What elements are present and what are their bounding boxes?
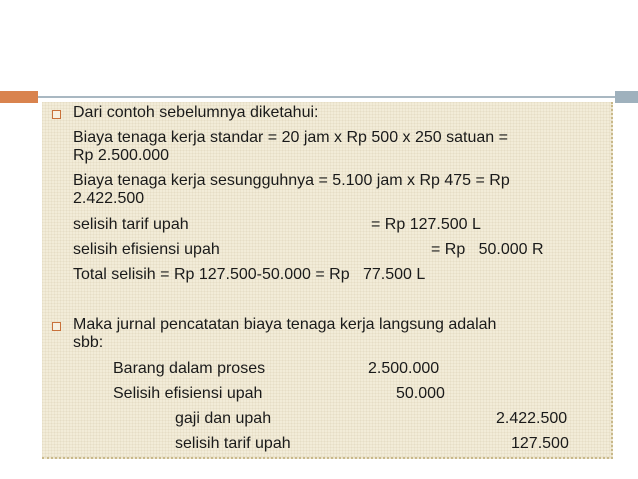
intro-text: Dari contoh sebelumnya diketahui: — [73, 104, 319, 121]
journal-intro-cont: sbb: — [73, 334, 104, 351]
standard-cost-line-cont: Rp 2.500.000 — [73, 147, 170, 164]
journal-debit: 2.500.000 — [368, 360, 440, 377]
standard-cost-line: Biaya tenaga kerja standar = 20 jam x Rp 500 x 250 satuan = — [73, 129, 508, 146]
square-bullet-icon — [52, 110, 61, 119]
journal-account: Selisih efisiensi upah — [113, 385, 263, 402]
rate-variance-label: selisih tarif upah — [73, 216, 189, 233]
journal-intro: Maka jurnal pencatatan biaya tenaga kerja langsung adalah — [73, 316, 497, 333]
title-divider — [38, 96, 615, 98]
actual-cost-line-cont: 2.422.500 — [73, 190, 145, 207]
journal-account: Barang dalam proses — [113, 360, 266, 377]
title-accent-left — [0, 91, 38, 103]
journal-credit: 127.500 — [511, 435, 569, 452]
title-accent-right — [615, 91, 638, 103]
actual-cost-line: Biaya tenaga kerja sesungguhnya = 5.100 jam x Rp 475 = Rp — [73, 172, 510, 189]
journal-credit: 2.422.500 — [496, 410, 568, 427]
rate-variance-value: = Rp 127.500 L — [371, 216, 481, 233]
square-bullet-icon — [52, 322, 61, 331]
efficiency-variance-label: selisih efisiensi upah — [73, 241, 220, 258]
journal-account: gaji dan upah — [175, 410, 272, 427]
total-variance: Total selisih = Rp 127.500-50.000 = Rp 77.500 L — [73, 266, 426, 283]
efficiency-variance-value: = Rp 50.000 R — [431, 241, 544, 258]
journal-account: selisih tarif upah — [175, 435, 291, 452]
journal-debit: 50.000 — [396, 385, 445, 402]
